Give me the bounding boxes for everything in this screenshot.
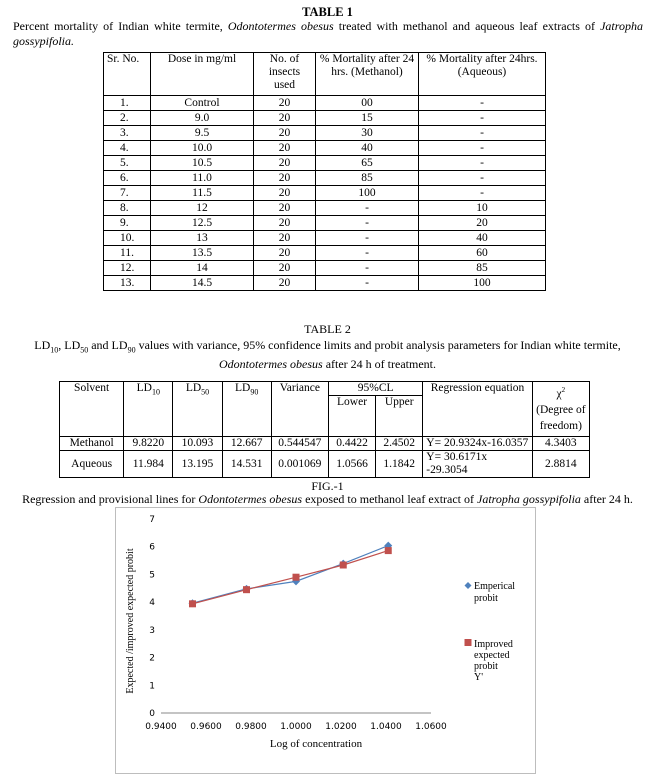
table-cell: 100	[316, 186, 419, 201]
table-cell: 9.8220	[124, 437, 173, 451]
x-tick-label: 1.0000	[280, 722, 312, 732]
table-row	[104, 216, 546, 231]
x-axis-title: Log of concentration	[269, 738, 363, 750]
table-cell: -	[316, 216, 419, 231]
table-cell: -	[316, 201, 419, 216]
table-cell: 0.544547	[271, 437, 328, 451]
data-point-square	[340, 562, 347, 569]
table-cell: 20	[419, 216, 546, 231]
header-confidence-limits: 95%CL	[328, 382, 422, 396]
table-cell: 00	[316, 96, 419, 111]
table-row	[104, 276, 546, 291]
legend-label: Emperical	[474, 581, 516, 592]
table-cell: -	[419, 111, 546, 126]
table-cell: 9.5	[151, 126, 254, 141]
table-header-row	[104, 53, 546, 96]
caption-sub: 90	[127, 345, 136, 355]
table-cell: 12.667	[222, 437, 271, 451]
table-cell: 20	[254, 231, 316, 246]
caption-plant: Jatropha gossypifolia.	[13, 19, 643, 48]
caption-text: after 24 h of treatment.	[322, 357, 436, 372]
table-cell: 9.0	[151, 111, 254, 126]
table-cell: 4.	[104, 141, 151, 156]
table-cell: 60	[419, 246, 546, 261]
table-cell: -	[316, 261, 419, 276]
legend-marker-improved	[465, 639, 472, 646]
legend-label: Improved	[474, 639, 513, 650]
table-cell: 10.093	[173, 437, 222, 451]
data-point-square	[189, 600, 196, 607]
table-cell: 1.1842	[376, 451, 423, 478]
header-mortality-methanol: % Mortality after 24 hrs. (Methanol)	[316, 53, 419, 96]
table-cell: 10	[419, 201, 546, 216]
table-row	[104, 231, 546, 246]
table1-caption	[13, 19, 643, 49]
caption-sub: 10	[50, 345, 59, 355]
y-tick-label: 4	[149, 598, 155, 609]
table-cell: 2.	[104, 111, 151, 126]
series-line	[193, 551, 389, 604]
table-row	[104, 126, 546, 141]
table-row	[60, 437, 590, 451]
table-cell: 12.5	[151, 216, 254, 231]
header-regression: Regression equation	[423, 382, 532, 437]
series-line	[193, 546, 389, 604]
table-cell: Control	[151, 96, 254, 111]
table-cell: 20	[254, 276, 316, 291]
header-lower: Lower	[328, 396, 375, 437]
table-cell: 14	[151, 261, 254, 276]
table-cell: 10.5	[151, 156, 254, 171]
table-row	[104, 156, 546, 171]
legend-marker-empirical	[465, 582, 472, 589]
table-cell: 100	[419, 276, 546, 291]
probit-chart	[115, 507, 536, 774]
table-cell: 4.3403	[532, 437, 589, 451]
data-point-square	[243, 586, 250, 593]
table-cell: 12	[151, 201, 254, 216]
header-solvent: Solvent	[60, 382, 124, 437]
table-cell: Y= 20.9324x-16.0357	[423, 437, 532, 451]
table-cell: -	[419, 141, 546, 156]
table-cell: 0.001069	[271, 451, 328, 478]
chart-canvas	[116, 508, 535, 773]
y-tick-label: 7	[149, 515, 155, 525]
table-cell: 1.	[104, 96, 151, 111]
y-tick-label: 3	[149, 625, 155, 636]
table-cell: -	[419, 171, 546, 186]
table-cell: 20	[254, 171, 316, 186]
mortality-table	[103, 52, 546, 291]
table-cell: 11.984	[124, 451, 173, 478]
table-row	[104, 186, 546, 201]
table-cell: 20	[254, 96, 316, 111]
table-cell: 0.4422	[328, 437, 375, 451]
table-cell: -	[316, 276, 419, 291]
table-row	[104, 111, 546, 126]
table-cell: 8.	[104, 201, 151, 216]
legend-label: probit	[474, 593, 498, 604]
data-point-square	[385, 547, 392, 554]
caption-text: treated with methanol and aqueous leaf extracts of	[333, 19, 601, 33]
figure-label: FIG.-1	[311, 479, 344, 493]
y-tick-label: 1	[149, 681, 155, 692]
table2-title: TABLE 2	[304, 322, 351, 336]
header-chi-square: $\chi^2$ (Degree of freedom)	[532, 382, 589, 437]
table-cell: 15	[316, 111, 419, 126]
table-cell: 65	[316, 156, 419, 171]
table-cell: 20	[254, 186, 316, 201]
table-cell: -	[419, 186, 546, 201]
table-cell: 13.	[104, 276, 151, 291]
caption-sub: 50	[80, 345, 89, 355]
table-cell: 85	[316, 171, 419, 186]
caption-species: Odontotermes obesus	[219, 357, 323, 372]
table-cell: 40	[316, 141, 419, 156]
figure-caption: Regression and provisional lines for Odontotermes obesus exposed to methanol leaf extract of Jatropha gossypifolia after 24 h.	[22, 492, 633, 506]
table-cell: 5.	[104, 156, 151, 171]
caption-text: and LD	[88, 338, 128, 352]
header-insects: No. of insects used	[254, 53, 316, 96]
header-ld50: $LD_{50}$	[173, 382, 222, 437]
table-cell: 20	[254, 141, 316, 156]
table-row	[104, 246, 546, 261]
header-sr-no: Sr. No.	[104, 53, 151, 96]
table-cell: 1.0566	[328, 451, 375, 478]
table2-caption	[20, 338, 635, 372]
y-tick-label: 0	[149, 709, 155, 719]
table-cell: 20	[254, 261, 316, 276]
legend-label: expected	[474, 650, 510, 661]
table-cell: 20	[254, 126, 316, 141]
table-cell: 11.0	[151, 171, 254, 186]
table-cell: -	[316, 246, 419, 261]
table-row	[104, 261, 546, 276]
table-cell: 10.0	[151, 141, 254, 156]
caption-text: , LD	[58, 338, 81, 352]
x-tick-label: 0.9400	[145, 722, 177, 732]
table-cell: 85	[419, 261, 546, 276]
caption-species: Odontotermes obesus	[227, 19, 334, 33]
header-dose: Dose in mg/ml	[151, 53, 254, 96]
table-cell: 20	[254, 246, 316, 261]
caption-text: values with variance, 95% confidence limits and probit analysis parameters for Indian white termite,	[135, 338, 621, 352]
table-cell: -	[419, 126, 546, 141]
table-cell: Methanol	[60, 437, 124, 451]
header-variance: Variance	[271, 382, 328, 437]
y-tick-label: 6	[149, 542, 155, 553]
table-cell: 2.8814	[532, 451, 589, 478]
table-cell: 20	[254, 111, 316, 126]
y-tick-label: 2	[149, 653, 155, 664]
table-row	[104, 171, 546, 186]
y-axis-title: Expected /improved expected probit	[125, 548, 136, 694]
table-cell: 14.5	[151, 276, 254, 291]
probit-table	[59, 381, 590, 478]
table-cell: 40	[419, 231, 546, 246]
table-cell: 14.531	[222, 451, 271, 478]
table-cell: 2.4502	[376, 437, 423, 451]
table-cell: 20	[254, 216, 316, 231]
table-cell: -	[419, 96, 546, 111]
header-ld10: $LD_{10}$	[124, 382, 173, 437]
table-cell: 7.	[104, 186, 151, 201]
y-tick-label: 5	[149, 570, 155, 581]
table-cell: Y= 30.6171x -29.3054	[423, 451, 532, 478]
table-cell: -	[316, 231, 419, 246]
table-cell: 13	[151, 231, 254, 246]
data-point-square	[293, 574, 300, 581]
caption-text: Percent mortality of Indian white termite,	[13, 19, 228, 33]
table-cell: 3.	[104, 126, 151, 141]
table-row	[104, 96, 546, 111]
table1-title: TABLE 1	[302, 5, 353, 19]
table-cell: 13.5	[151, 246, 254, 261]
x-tick-label: 1.0200	[325, 722, 357, 732]
table-cell: Aqueous	[60, 451, 124, 478]
legend-label: Y'	[474, 672, 484, 683]
table-cell: 6.	[104, 171, 151, 186]
table-cell: 13.195	[173, 451, 222, 478]
x-tick-label: 0.9800	[235, 722, 267, 732]
x-tick-label: 1.0600	[415, 722, 447, 732]
table-row	[60, 451, 590, 478]
table-cell: 30	[316, 126, 419, 141]
table-cell: 9.	[104, 216, 151, 231]
table-row	[104, 201, 546, 216]
header-upper: Upper	[376, 396, 423, 437]
legend-label: probit	[474, 661, 498, 672]
table-cell: 12.	[104, 261, 151, 276]
x-tick-label: 1.0400	[370, 722, 402, 732]
table-cell: 20	[254, 201, 316, 216]
x-tick-label: 0.9600	[190, 722, 222, 732]
table-row	[104, 141, 546, 156]
header-mortality-aqueous: % Mortality after 24hrs. (Aqueous)	[419, 53, 546, 96]
table-cell: 10.	[104, 231, 151, 246]
caption-text: LD	[34, 338, 51, 352]
table-cell: -	[419, 156, 546, 171]
table-cell: 11.5	[151, 186, 254, 201]
table-cell: 11.	[104, 246, 151, 261]
header-ld90: $LD_{90}$	[222, 382, 271, 437]
table-cell: 20	[254, 156, 316, 171]
